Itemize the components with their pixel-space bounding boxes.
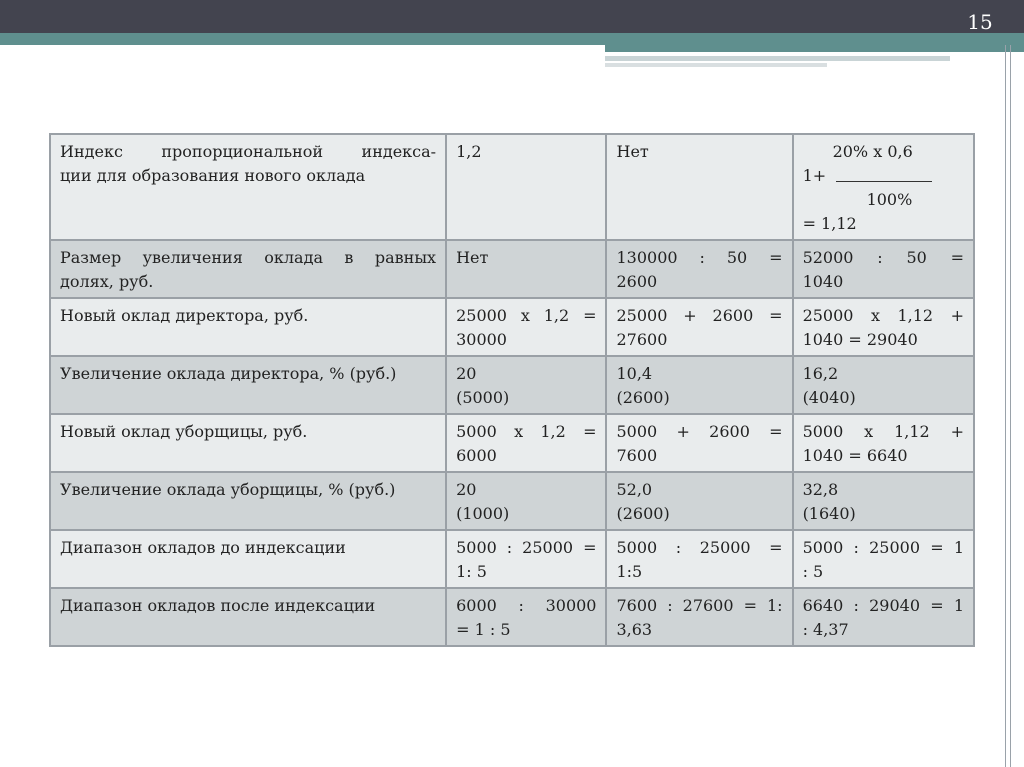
row-label — [50, 240, 446, 298]
row-label — [50, 530, 446, 588]
table-row — [50, 134, 974, 240]
cell-line: (1640) — [802, 504, 856, 523]
formula-result: = 1,12 — [802, 214, 857, 233]
table-row — [50, 414, 974, 472]
page-number: 15 — [967, 10, 993, 34]
cell-line: 130000 : 50 = — [616, 248, 783, 267]
row-label — [50, 414, 446, 472]
cell-line: 7600 — [616, 446, 658, 465]
cell-line: 20 — [456, 364, 477, 383]
cell-line: 10,4 — [616, 364, 653, 383]
cell-line: 25000 х 1,2 = — [456, 306, 597, 325]
cell-line: 1040 = 6640 — [802, 446, 908, 465]
cell-line: 1,2 — [456, 142, 482, 161]
cell-line: 5000 : 25000 = 1 — [802, 538, 964, 557]
table-row — [50, 472, 974, 530]
frame-line — [1005, 45, 1006, 767]
row-label — [50, 356, 446, 414]
table-cell — [446, 356, 606, 414]
cell-line: (1000) — [456, 504, 510, 523]
cell-line: 5000 : 25000 = — [456, 538, 597, 557]
label-line: долях, руб. — [60, 272, 154, 291]
cell-line: 27600 — [616, 330, 668, 349]
table-cell — [793, 588, 974, 646]
cell-line: 20 — [456, 480, 477, 499]
cell-line: 25000 х 1,12 + — [802, 306, 964, 325]
row-label — [50, 472, 446, 530]
cell-line: 25000 + 2600 = — [616, 306, 783, 325]
cell-line: (4040) — [802, 388, 856, 407]
indexation-table — [49, 133, 975, 647]
label-line: Новый оклад уборщицы, руб. — [60, 422, 308, 441]
formula-numerator: 20% х 0,6 — [832, 142, 913, 161]
table-cell — [446, 298, 606, 356]
row-label — [50, 298, 446, 356]
cell-line: 7600 : 27600 = 1: — [616, 596, 783, 615]
cell-line: 5000 : 25000 = — [616, 538, 783, 557]
table-cell — [606, 356, 792, 414]
table-cell — [446, 588, 606, 646]
row-label — [50, 134, 446, 240]
label-line: Индекс пропорциональной индекса- — [60, 142, 437, 161]
table-row — [50, 588, 974, 646]
formula-prefix: 1+ — [802, 166, 827, 185]
table-cell — [446, 414, 606, 472]
cell-line: 1040 = 29040 — [802, 330, 918, 349]
formula-cell — [793, 134, 974, 240]
cell-line: 1040 — [802, 272, 844, 291]
label-line: Новый оклад директора, руб. — [60, 306, 309, 325]
label-line: Диапазон окладов после индексации — [60, 596, 376, 615]
decorative-strip — [605, 63, 827, 67]
cell-line: Нет — [616, 142, 649, 161]
table-row — [50, 240, 974, 298]
table-cell — [446, 530, 606, 588]
header-band — [0, 33, 1024, 45]
table-cell — [606, 240, 792, 298]
cell-line: 6640 : 29040 = 1 — [802, 596, 964, 615]
cell-line: : 5 — [802, 562, 824, 581]
fraction-bar — [836, 181, 932, 182]
decorative-strip — [605, 45, 1024, 52]
frame-line — [1010, 45, 1011, 767]
table-cell — [793, 530, 974, 588]
label-line: Увеличение оклада директора, % (руб.) — [60, 364, 397, 383]
cell-line: Нет — [456, 248, 489, 267]
table-cell — [793, 472, 974, 530]
table-cell — [606, 530, 792, 588]
table-cell — [606, 472, 792, 530]
cell-line: = 1 : 5 — [456, 620, 511, 639]
cell-line: 30000 — [456, 330, 507, 349]
table-cell — [606, 414, 792, 472]
decorative-strip — [605, 56, 950, 61]
cell-line: 1: 5 — [456, 562, 487, 581]
top-bar — [0, 0, 1024, 33]
cell-line: (2600) — [616, 388, 670, 407]
cell-line: 32,8 — [802, 480, 839, 499]
table-cell — [793, 240, 974, 298]
cell-line: 5000 х 1,2 = — [456, 422, 597, 441]
label-line: Размер увеличения оклада в равных — [60, 248, 437, 267]
table-cell — [793, 414, 974, 472]
table-cell — [446, 134, 606, 240]
table-cell — [606, 298, 792, 356]
formula-denominator: 100% — [866, 190, 913, 209]
cell-line: 6000 — [456, 446, 497, 465]
table-cell — [446, 240, 606, 298]
table-row — [50, 356, 974, 414]
table-cell — [606, 588, 792, 646]
table-cell — [446, 472, 606, 530]
cell-line: : 4,37 — [802, 620, 849, 639]
cell-line: 16,2 — [802, 364, 839, 383]
cell-line: 6000 : 30000 — [456, 596, 597, 615]
cell-line: 5000 х 1,12 + — [802, 422, 964, 441]
table-row — [50, 298, 974, 356]
label-line: Диапазон окладов до индексации — [60, 538, 346, 557]
cell-line: 52000 : 50 = — [802, 248, 964, 267]
table-cell — [606, 134, 792, 240]
table-cell — [793, 298, 974, 356]
label-line: ции для образования нового оклада — [60, 166, 366, 185]
cell-line: 5000 + 2600 = — [616, 422, 783, 441]
cell-line: (5000) — [456, 388, 510, 407]
cell-line: 52,0 — [616, 480, 653, 499]
row-label — [50, 588, 446, 646]
label-line: Увеличение оклада уборщицы, % (руб.) — [60, 480, 396, 499]
cell-line: (2600) — [616, 504, 670, 523]
cell-line: 3,63 — [616, 620, 653, 639]
table-cell — [793, 356, 974, 414]
formula-fraction — [803, 164, 964, 188]
cell-line: 1:5 — [616, 562, 643, 581]
cell-line: 2600 — [616, 272, 658, 291]
table-row — [50, 530, 974, 588]
